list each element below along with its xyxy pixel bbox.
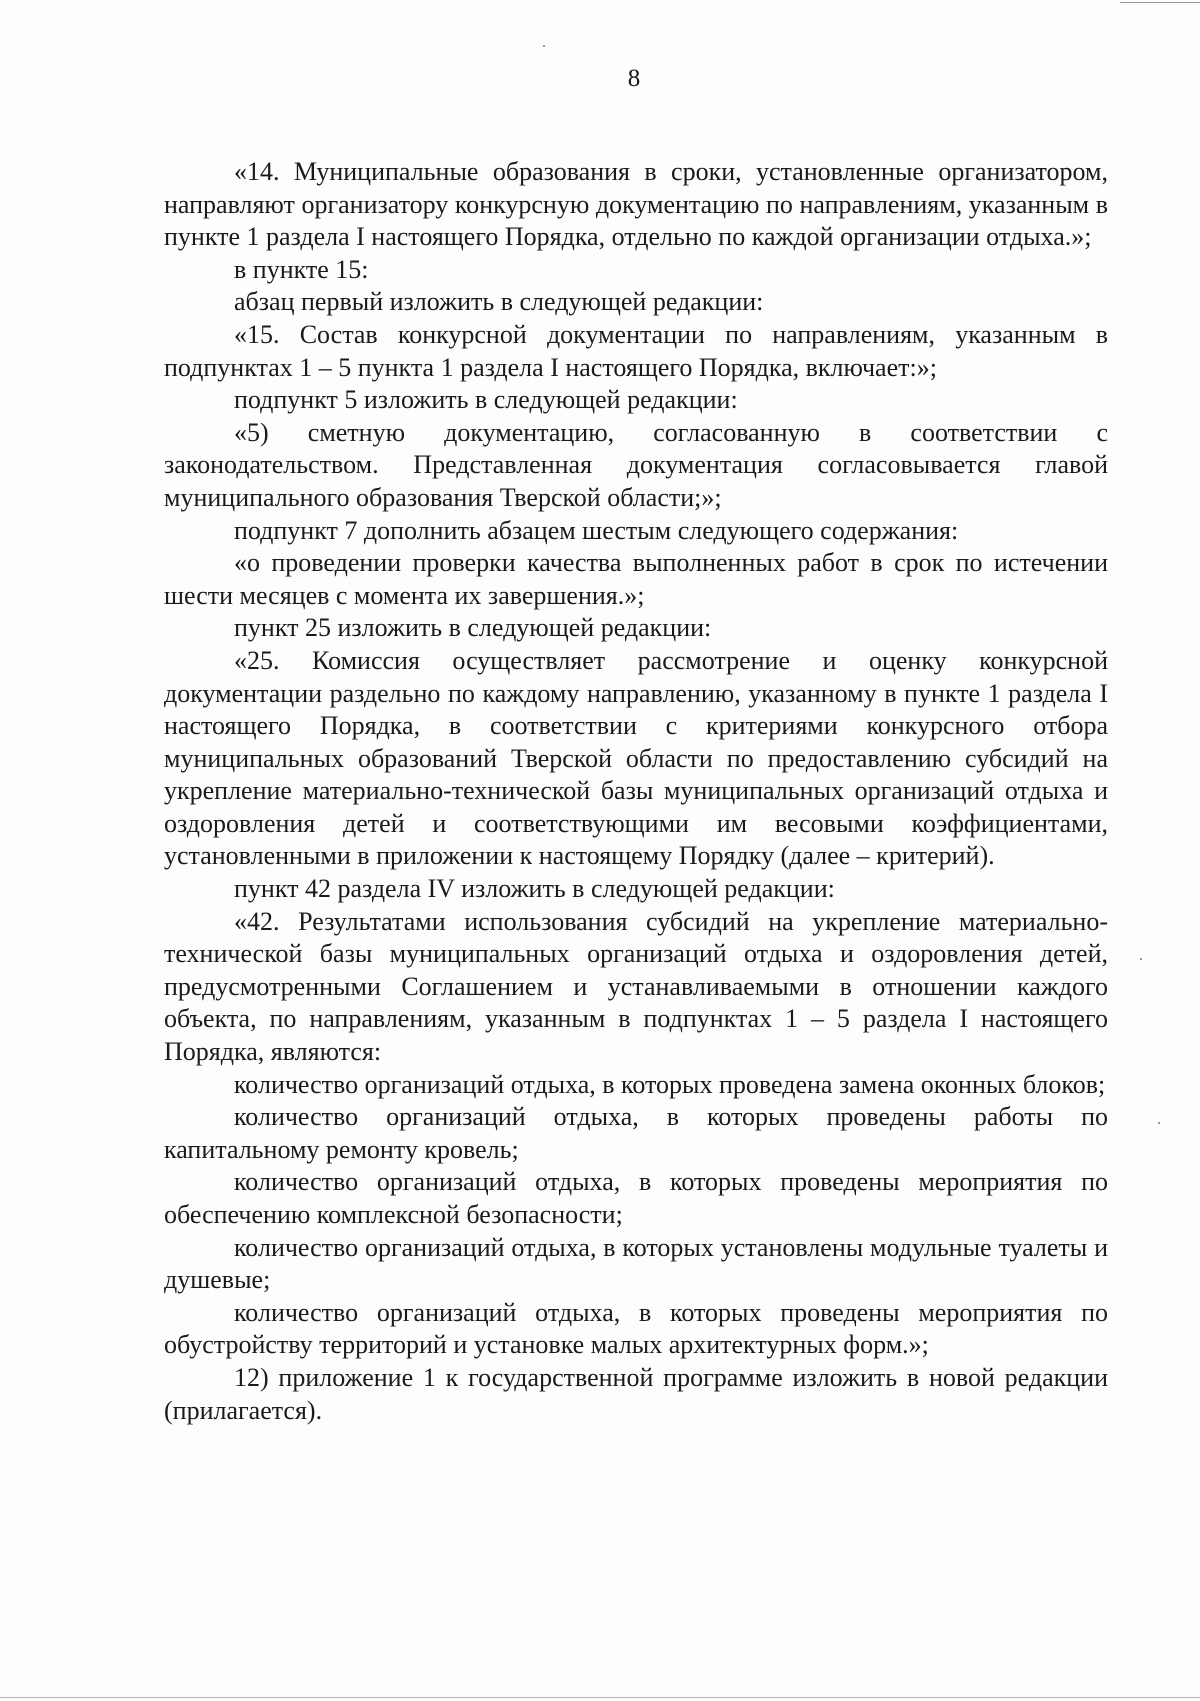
scan-edge-line xyxy=(0,1697,1200,1698)
paragraph: количество организаций отдыха, в которых проведены мероприятия по обеспечению комплексной безопасности; xyxy=(164,1167,1108,1229)
paragraph: пункт 42 раздела IV изложить в следующей редакции: xyxy=(234,874,835,904)
paragraph: «25. Комиссия осуществляет рассмотрение и оценку конкурсной документации раздельно по каждому направлению, указанному в пункте 1 раздела I настоящего Порядка, в соответствии с критериями конкурсного отбора муниципальных образований Тверской области по предоставлению субсидий на укрепление материально-технической базы муниципальных организаций отдыха и оздоровления детей и соответствующими им весовыми коэффициентами, установленными в приложении к настоящему Порядку (далее – критерий). xyxy=(164,645,1108,871)
document-body xyxy=(164,156,1108,1427)
paragraph: «о проведении проверки качества выполненных работ в срок по истечении шести месяцев с момента их завершения.»; xyxy=(164,548,1108,610)
paragraph: подпункт 5 изложить в следующей редакции: xyxy=(234,385,738,415)
scan-speck xyxy=(1158,1122,1160,1124)
paragraph: количество организаций отдыха, в которых проведены работы по капитальному ремонту кровель; xyxy=(164,1102,1108,1164)
paragraph: абзац первый изложить в следующей редакции: xyxy=(234,287,764,317)
paragraph: количество организаций отдыха, в которых установлены модульные туалеты и душевые; xyxy=(164,1232,1108,1295)
scan-speck xyxy=(543,45,545,47)
scan-speck xyxy=(1140,958,1142,960)
paragraph: в пункте 15: xyxy=(234,254,369,284)
paragraph: подпункт 7 дополнить абзацем шестым следующего содержания: xyxy=(234,515,959,545)
paragraph: пункт 25 изложить в следующей редакции: xyxy=(234,613,712,643)
scan-edge-line xyxy=(1120,2,1200,3)
paragraph: «5) сметную документацию, согласованную в соответствии с законодательством. Представленная документация согласовывается главой муниципального образования Тверской области;»; xyxy=(164,417,1108,512)
paragraph: «42. Результатами использования субсидий на укрепление материально-технической базы муниципальных организаций отдыха и оздоровления детей, предусмотренными Соглашением и устанавливаемыми в отношении каждого объекта, по направлениям, указанным в подпунктах 1 – 5 раздела I настоящего Порядка, являются: xyxy=(164,906,1108,1067)
paragraph: 12) приложение 1 к государственной программе изложить в новой редакции (прилагается). xyxy=(164,1362,1108,1425)
paragraph: «15. Состав конкурсной документации по направлениям, указанным в подпунктах 1 – 5 пункта 1 раздела I настоящего Порядка, включает:»; xyxy=(164,319,1108,382)
paragraph: количество организаций отдыха, в которых проведены мероприятия по обустройству территорий и установке малых архитектурных форм.»; xyxy=(164,1297,1108,1360)
paragraph: «14. Муниципальные образования в сроки, установленные организатором, направляют организатору конкурсную документацию по направлениям, указанным в пункте 1 раздела I настоящего Порядка, отдельно по каждой организации отдыха.»; xyxy=(164,157,1108,252)
paragraph: количество организаций отдыха, в которых проведена замена оконных блоков; xyxy=(234,1069,1106,1099)
page-number: 8 xyxy=(627,65,641,92)
